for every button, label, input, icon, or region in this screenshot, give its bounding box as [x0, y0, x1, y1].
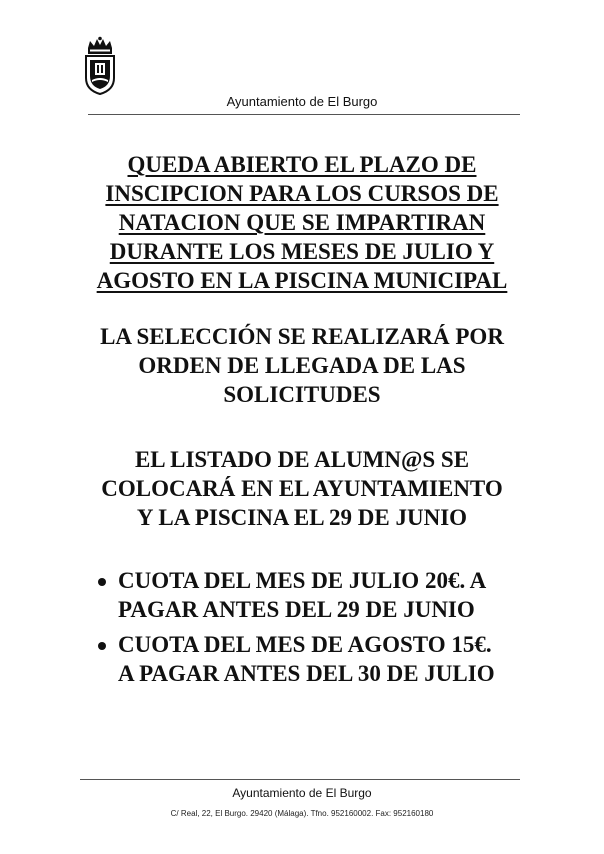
headline-line: INSCIPCION PARA LOS CURSOS DE: [105, 181, 499, 206]
coat-of-arms-icon: [80, 36, 120, 96]
notice-headline: [60, 150, 544, 295]
listing-paragraph: [60, 445, 544, 532]
fee-line: CUOTA DEL MES DE JULIO 20€. A: [118, 568, 487, 593]
footer-organization: Ayuntamiento de El Burgo: [232, 786, 372, 800]
selection-line: SOLICITUDES: [223, 382, 381, 407]
listing-line: COLOCARÁ EN EL AYUNTAMIENTO: [101, 476, 503, 501]
fee-line: CUOTA DEL MES DE AGOSTO 15€.: [118, 632, 492, 657]
listing-line: EL LISTADO DE ALUMN@S SE: [134, 447, 470, 472]
headline-line: DURANTE LOS MESES DE JULIO Y: [109, 239, 495, 264]
listing-line: Y LA PISCINA EL 29 DE JUNIO: [136, 505, 468, 530]
fee-line: A PAGAR ANTES DEL 30 DE JULIO: [118, 661, 495, 686]
fee-list: [98, 566, 528, 694]
footer-divider: [80, 779, 520, 780]
fee-line: PAGAR ANTES DEL 29 DE JUNIO: [118, 597, 475, 622]
headline-line: QUEDA ABIERTO EL PLAZO DE: [127, 152, 477, 177]
selection-line: LA SELECCIÓN SE REALIZARÁ POR: [100, 324, 504, 349]
headline-line: AGOSTO EN LA PISCINA MUNICIPAL: [96, 268, 508, 293]
header-organization: Ayuntamiento de El Burgo: [226, 94, 378, 109]
fee-item-july: [98, 566, 528, 624]
fee-item-august: [98, 630, 528, 688]
header-divider: [88, 114, 520, 115]
bullet-icon: [98, 578, 106, 586]
headline-line: NATACION QUE SE IMPARTIRAN: [118, 210, 486, 235]
footer-address: C/ Real, 22, El Burgo. 29420 (Málaga). Tfno. 952160002. Fax: 952160180: [170, 809, 434, 818]
selection-paragraph: [60, 322, 544, 409]
bullet-icon: [98, 642, 106, 650]
selection-line: ORDEN DE LLEGADA DE LAS: [138, 353, 466, 378]
